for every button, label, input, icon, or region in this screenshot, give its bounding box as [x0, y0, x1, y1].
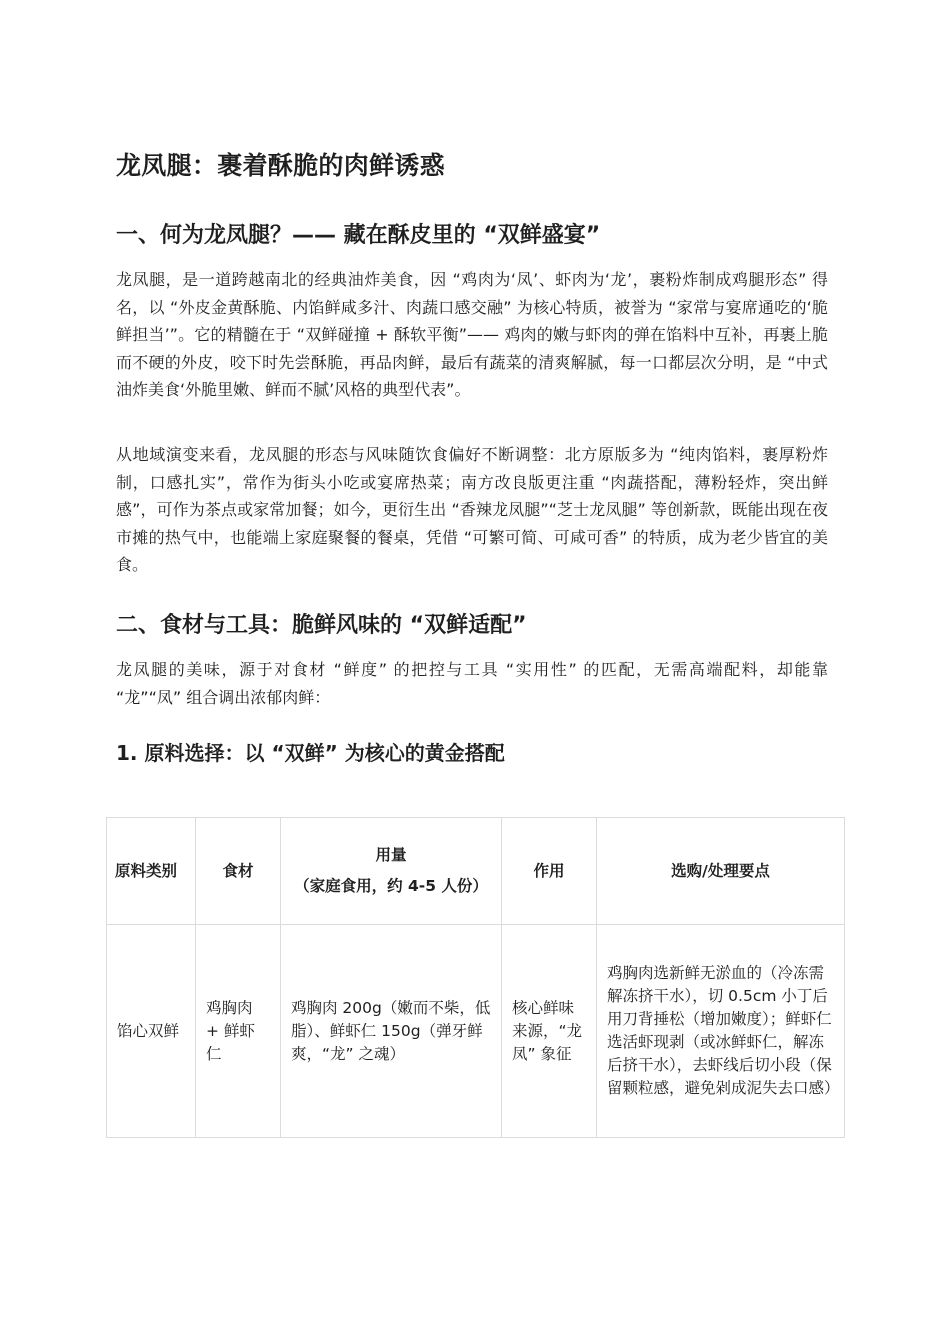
cell-amount: 鸡胸肉 200g（嫩而不柴，低脂）、鲜虾仁 150g（弹牙鲜爽，“龙” 之魂） [281, 925, 502, 1138]
cell-category: 馅心双鲜 [107, 925, 196, 1138]
header-amount-line2: （家庭食用，约 4-5 人份） [294, 877, 488, 895]
subsection-1-heading: 1. 原料选择：以 “双鲜” 为核心的黄金搭配 [116, 741, 505, 765]
document-title: 龙凤腿：裹着酥脆的肉鲜诱惑 [116, 151, 445, 180]
section-1-paragraph-2: 从地域演变来看，龙凤腿的形态与风味随饮食偏好不断调整：北方原版多为 “纯肉馅料，裹厚粉炸制，口感扎实”，常作为街头小吃或宴席热菜；南方改良版更注重 “肉蔬搭配，薄粉轻炸，突出鲜感”，可作为茶点或家常加餐；如今，更衍生出 “香辣龙凤腿”“芝士龙凤腿” 等创新款，既能出现在夜市摊的热气中，也能端上家庭聚餐的餐桌，凭借 “可繁可简、可咸可香” 的特质，成为老少皆宜的美食。 [116, 445, 828, 574]
section-2-heading: 二、食材与工具：脆鲜风味的 “双鲜适配” [116, 613, 527, 638]
cell-tips: 鸡胸肉选新鲜无淤血的（冷冻需解冻挤干水），切 0.5cm 小丁后用刀背捶松（增加嫩度）；鲜虾仁选活虾现剥（或冰鲜虾仁，解冻后挤干水），去虾线后切小段（保留颗粒感，避免剁成泥失去口感） [597, 925, 845, 1138]
header-category: 原料类别 [107, 818, 196, 925]
header-role: 作用 [502, 818, 597, 925]
cell-ingredient: 鸡胸肉 + 鲜虾仁 [196, 925, 281, 1138]
header-ingredient: 食材 [196, 818, 281, 925]
section-1-paragraph-1: 龙凤腿，是一道跨越南北的经典油炸美食，因 “鸡肉为‘凤’、虾肉为‘龙’，裹粉炸制成鸡腿形态” 得名，以 “外皮金黄酥脆、内馅鲜咸多汁、肉蔬口感交融” 为核心特质，被誉为 “家常与宴席通吃的‘脆鲜担当’”。它的精髓在于 “双鲜碰撞 + 酥软平衡”—— 鸡肉的嫩与虾肉的弹在馅料中互补，再裹上脆而不硬的外皮，咬下时先尝酥脆，再品肉鲜，最后有蔬菜的清爽解腻，每一口都层次分明，是 “中式油炸美食‘外脆里嫩、鲜而不腻’风格的典型代表”。 [116, 270, 828, 399]
cell-role: 核心鲜味来源，“龙凤” 象征 [502, 925, 597, 1138]
header-amount-line1: 用量 [375, 846, 407, 864]
table-header-row [107, 818, 845, 925]
header-tips: 选购/处理要点 [597, 818, 845, 925]
section-1-heading: 一、何为龙凤腿？—— 藏在酥皮里的 “双鲜盛宴” [116, 223, 601, 248]
section-2-paragraph-1: 龙凤腿的美味，源于对食材 “鲜度” 的把控与工具 “实用性” 的匹配，无需高端配料，却能靠 “龙”“凤” 组合调出浓郁肉鲜： [116, 660, 828, 707]
header-amount [281, 818, 502, 925]
table-row [107, 925, 845, 1138]
ingredients-table [106, 817, 845, 1138]
